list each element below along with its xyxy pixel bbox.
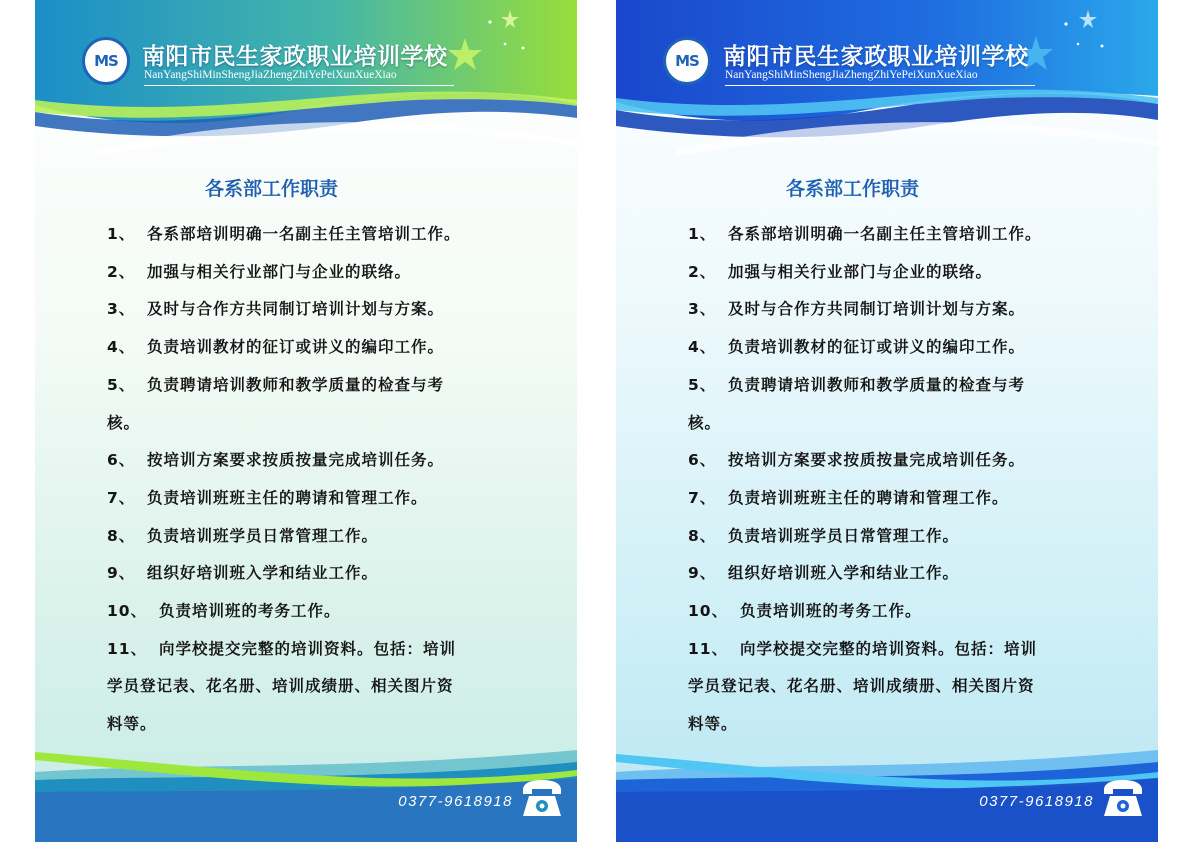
- list-item: 11、 向学校提交完整的培训资料。包括：培训 学员登记表、花名册、培训成绩册、相关图片资 料等。: [688, 639, 1038, 734]
- list-item: 1、 各系部培训明确一名副主任主管培训工作。: [107, 225, 461, 243]
- list-item: 10、 负责培训班的考务工作。: [688, 602, 922, 621]
- poster-panel-blue: [616, 0, 1158, 842]
- phone-number: 0377-9618918: [398, 793, 513, 810]
- list-item: 9、 组织好培训班入学和结业工作。: [688, 564, 960, 583]
- list-item: 7、 负责培训班班主任的聘请和管理工作。: [107, 488, 428, 507]
- school-pinyin: NanYangShiMinShengJiaZhengZhiYePeiXunXueXiao: [144, 69, 397, 81]
- list-item: 10、 负责培训班的考务工作。: [107, 602, 341, 621]
- page-title: 各系部工作职责: [205, 178, 339, 200]
- list-item: 3、 及时与合作方共同制订培训计划与方案。: [107, 300, 445, 319]
- school-pinyin: NanYangShiMinShengJiaZhengZhiYePeiXunXueXiao: [725, 69, 978, 81]
- list-item: 2、 加强与相关行业部门与企业的联络。: [688, 262, 993, 281]
- logo-mark: MS: [94, 52, 118, 70]
- telephone-icon: [1100, 778, 1146, 820]
- phone-number: 0377-9618918: [979, 793, 1094, 810]
- list-item: 11、 向学校提交完整的培训资料。包括：培训 学员登记表、花名册、培训成绩册、相关图片资 料等。: [107, 639, 457, 734]
- footer-wave-art: [35, 732, 577, 842]
- school-logo-icon: [82, 37, 130, 85]
- list-item: 9、 组织好培训班入学和结业工作。: [107, 564, 379, 583]
- list-item: 2、 加强与相关行业部门与企业的联络。: [107, 262, 412, 281]
- list-item: 5、 负责聘请培训教师和教学质量的检查与考 核。: [107, 375, 445, 432]
- list-item: 8、 负责培训班学员日常管理工作。: [688, 526, 960, 545]
- telephone-icon: [519, 778, 565, 820]
- duty-list: [107, 216, 527, 744]
- footer-wave-art: [616, 732, 1158, 842]
- school-logo-icon: [663, 37, 711, 85]
- divider: [144, 85, 454, 86]
- list-item: 6、 按培训方案要求按质按量完成培训任务。: [107, 451, 445, 470]
- list-item: 5、 负责聘请培训教师和教学质量的检查与考 核。: [688, 375, 1026, 432]
- page-title: 各系部工作职责: [786, 178, 920, 200]
- list-item: 4、 负责培训教材的征订或讲义的编印工作。: [688, 338, 1026, 357]
- poster-panel-green: [35, 0, 577, 842]
- list-item: 8、 负责培训班学员日常管理工作。: [107, 526, 379, 545]
- list-item: 1、 各系部培训明确一名副主任主管培训工作。: [688, 225, 1042, 243]
- divider: [725, 85, 1035, 86]
- list-item: 3、 及时与合作方共同制订培训计划与方案。: [688, 300, 1026, 319]
- logo-mark: MS: [675, 52, 699, 70]
- duty-list: [688, 216, 1108, 744]
- school-name: 南阳市民生家政职业培训学校: [723, 44, 1029, 70]
- list-item: 6、 按培训方案要求按质按量完成培训任务。: [688, 451, 1026, 470]
- school-name: 南阳市民生家政职业培训学校: [142, 44, 448, 70]
- list-item: 4、 负责培训教材的征订或讲义的编印工作。: [107, 338, 445, 357]
- list-item: 7、 负责培训班班主任的聘请和管理工作。: [688, 488, 1009, 507]
